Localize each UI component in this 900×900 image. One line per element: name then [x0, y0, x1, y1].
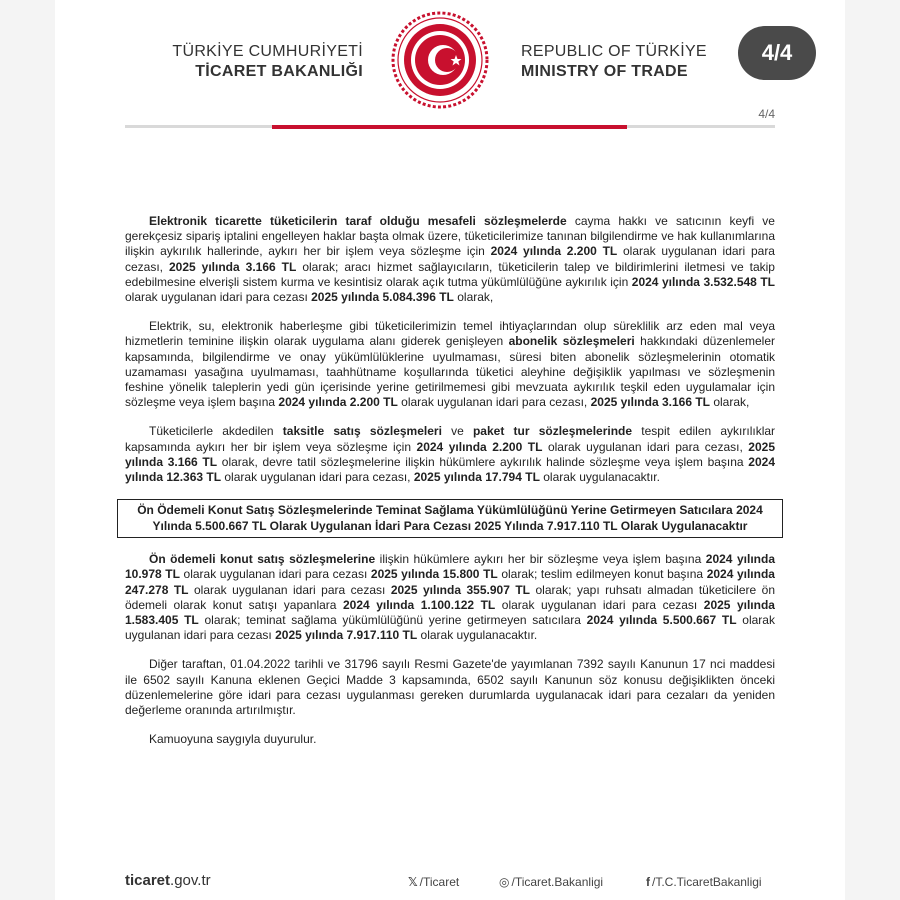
- paragraph-prepaid-housing: [125, 552, 775, 643]
- text-run: Kamuoyuna saygıyla duyurulur.: [149, 732, 317, 747]
- text-run: olarak uygulanan idari para cezası,: [397, 395, 591, 410]
- boxed-announcement-heading: Ön Ödemeli Konut Satış Sözleşmelerinde Teminat Sağlama Yükümlülüğünü Yerine Getirmeyen Satıcılara 2024 Yılında 5.500.667 TL Olarak Uygulanan İdari Para Cezası 2025 Yılında 7.917.110 TL Olarak Uygulanacaktır: [117, 499, 783, 538]
- letterhead-en-line2: MINISTRY OF TRADE: [521, 63, 688, 80]
- text-run: olarak uygulanan idari para cezası,: [542, 439, 749, 454]
- text-run: tespit edilen aykırılıklar kapsamında aykırı her bir işlem veya sözleşme için: [125, 424, 776, 454]
- bold-text-run: taksitle satış sözleşmeleri: [282, 424, 442, 439]
- bold-text-run: 2024 yılında 2.200 TL: [278, 395, 398, 410]
- page-number: 4/4: [758, 107, 775, 121]
- paragraph-subscription: [125, 319, 775, 410]
- bold-text-run: 2024 yılında 10.978 TL: [125, 552, 775, 582]
- text-run: olarak uygulanacaktır.: [539, 470, 660, 485]
- letterhead-turkish: [172, 42, 363, 82]
- text-run: olarak,: [453, 290, 494, 305]
- paragraph-installment-tour: [125, 424, 775, 485]
- text-run: Elektrik, su, elektronik haberleşme gibi tüketicilerimizin temel ihtiyaçlarından olup süreklilik arz eden mal veya hizmetlerin teminine ilişkin olarak uygulama alanı giderek genişleyen: [125, 319, 775, 349]
- facebook-social-link[interactable]: [646, 875, 762, 889]
- page-indicator-badge[interactable]: 4/4: [738, 26, 816, 80]
- letterhead-english: [521, 42, 707, 82]
- bold-text-run: 2025 yılında 5.084.396 TL: [311, 290, 454, 305]
- text-run: olarak; aracı hizmet sağlayıcıların, tüketicilerin talep ve bildirimlerini iletmesi ve takip edebilmesine elverişli sistem kurma ve kesintisiz olarak açık tutma yükümlülüğüne aykırılık için: [125, 259, 775, 289]
- bold-text-run: Ön ödemeli konut satış sözleşmelerine: [149, 552, 376, 567]
- x-handle: /Ticaret: [419, 875, 460, 889]
- bold-text-run: 2024 yılında 2.200 TL: [490, 244, 618, 259]
- text-run: olarak uygulanan idari para cezası: [179, 567, 371, 582]
- text-run: ve: [441, 424, 473, 439]
- text-run: ilişkin hükümlere aykırı her bir sözleşme veya işlem başına: [375, 552, 706, 567]
- bold-text-run: 2024 yılında 12.363 TL: [125, 454, 775, 485]
- text-run: olarak uygulanan idari para cezası,: [221, 470, 414, 485]
- bold-text-run: 2024 yılında 2.200 TL: [416, 439, 543, 454]
- bold-text-run: 2025 yılında 355.907 TL: [390, 582, 531, 597]
- text-run: olarak uygulanan idari para cezası: [125, 290, 312, 305]
- bold-text-run: Elektronik ticarette tüketicilerin taraf olduğu mesafeli sözleşmelerde: [149, 214, 567, 228]
- letterhead-tr-line1: TÜRKİYE CUMHURİYETİ: [172, 43, 363, 60]
- text-run: olarak; teslim edilmeyen konut başına: [497, 567, 707, 582]
- facebook-handle: /T.C.TicaretBakanligi: [652, 875, 762, 889]
- letterhead-tr-line2: TİCARET BAKANLIĞI: [195, 63, 363, 80]
- instagram-icon: ◎: [499, 875, 510, 889]
- text-run: olarak uygulanan idari para cezası: [188, 582, 391, 597]
- bold-text-run: 2024 yılında 3.532.548 TL: [631, 274, 775, 289]
- bold-text-run: 2025 yılında 7.917.110 TL: [275, 628, 418, 643]
- document-page: [55, 0, 845, 900]
- facebook-icon: f: [646, 875, 650, 889]
- text-run: olarak; yapı ruhsatı almadan tüketicilere ön ödemeli olarak konut satışı yapanlara: [125, 582, 776, 612]
- text-run: olarak, devre tatil sözleşmelerine ilişkin hükümlere aykırılık halinde sözleşme veya işlem başına: [217, 454, 749, 469]
- bold-text-run: 2025 yılında 3.166 TL: [125, 439, 775, 469]
- text-run: hakkındaki düzenlemeler kapsamında, bilgilendirme ve onay yükümlülüklerine uyulmaması, süresi biten abonelik sözleşmelerinin otomatik uzamaması yasağına uyulmaması, taahhütname koşullarında tüketici aleyhine değişiklik yapılması ve sözleşmenin feshine yönelik taleplerin yedi gün içerisinde yerine getirilmemesi gibi mevzuata aykırılık teşkil eden uygulamalar için sözleşme veya işlem başına: [125, 334, 776, 410]
- footer: [55, 868, 845, 892]
- bold-text-run: 2024 yılında 5.500.667 TL: [586, 613, 737, 628]
- text-run: olarak uygulanacaktır.: [417, 628, 538, 643]
- letterhead: [55, 0, 845, 110]
- bold-text-run: 2024 yılında 1.100.122 TL: [342, 597, 496, 612]
- bold-text-run: 2025 yılında 3.166 TL: [169, 259, 297, 274]
- website-domain-suffix: .gov.tr: [170, 872, 211, 889]
- bold-text-run: 2025 yılında 15.800 TL: [370, 567, 498, 582]
- text-run: olarak uygulanan idari para cezası: [125, 613, 775, 643]
- website-link[interactable]: [125, 872, 211, 889]
- paragraph-legal-basis: [125, 657, 775, 718]
- header-divider-accent: [272, 125, 627, 129]
- paragraph-e-commerce: [125, 214, 775, 305]
- text-run: Diğer taraftan, 01.04.2022 tarihli ve 31796 sayılı Resmi Gazete'de yayımlanan 7392 sayılı Kanunun 17 nci maddesi ile 6502 sayılı Kanuna eklenen Geçici Madde 3 kapsamında, 6502 sayılı Kanunun söz konusu değişiklikten önceki düzenlemelerine göre idari para cezası uygulanması gereken durumlarda uygulanacak idari para cezaları da yeniden değerleme oranında artırılmıştır.: [125, 657, 775, 718]
- x-social-link[interactable]: [408, 875, 459, 889]
- instagram-handle: /Ticaret.Bakanligi: [511, 875, 604, 889]
- text-run: olarak uygulanan idari para cezası,: [125, 244, 775, 274]
- text-run: olarak uygulanan idari para cezası: [495, 597, 704, 612]
- text-run: olarak,: [710, 395, 750, 410]
- paragraph-closing: [125, 732, 775, 747]
- text-run: cayma hakkı ve satıcının keyfi ve gerekçesiz sipariş iptalini engelleyen haklar başta olmak üzere, tüketicilerimize tanınan bilgilendirme ve hak kullanımlarına ilişkin aykırılık hallerinde, aykırı her bir işlem veya sözleşme için: [125, 214, 775, 259]
- text-run: Tüketicilerle akdedilen: [149, 424, 283, 439]
- website-domain-bold: ticaret: [125, 872, 171, 889]
- ministry-emblem-logo: [390, 10, 490, 110]
- x-icon: 𝕏: [408, 875, 418, 889]
- document-body: [125, 214, 775, 761]
- bold-text-run: paket tur sözleşmelerinde: [472, 424, 633, 439]
- instagram-social-link[interactable]: [499, 875, 603, 889]
- bold-text-run: 2024 yılında 247.278 TL: [125, 567, 775, 597]
- text-run: olarak; teminat sağlama yükümlülüğünü yerine getirmeyen satıcılara: [198, 613, 587, 628]
- bold-text-run: 2025 yılında 1.583.405 TL: [125, 597, 775, 628]
- letterhead-en-line1: REPUBLIC OF TÜRKİYE: [521, 43, 707, 60]
- bold-text-run: abonelik sözleşmeleri: [508, 334, 635, 349]
- bold-text-run: 2025 yılında 17.794 TL: [413, 470, 540, 485]
- bold-text-run: 2025 yılında 3.166 TL: [590, 395, 710, 410]
